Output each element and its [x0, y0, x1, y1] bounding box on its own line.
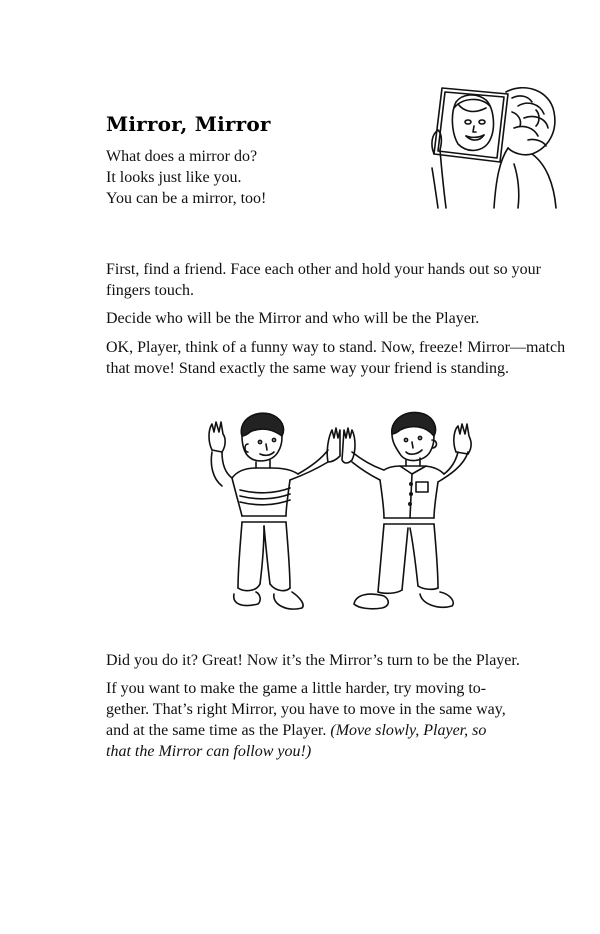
intro-poem — [106, 146, 266, 209]
paragraph-line — [106, 720, 566, 741]
poem-line: What does a mirror do? — [106, 148, 258, 165]
paragraph-find-friend: First, find a friend. Face each other and hold your hands out so your fingers touch. — [106, 261, 542, 299]
paragraph-decide-roles: Decide who will be the Mirror and who will be the Player. — [106, 310, 480, 327]
girl-looking-in-mirror-icon — [428, 84, 560, 212]
two-boys-mirroring-icon — [194, 408, 476, 630]
paragraph-line-text: and at the same time as the Player. — [106, 722, 331, 739]
poem-line: It looks just like you. — [106, 169, 242, 186]
paragraph-switch-roles: Did you do it? Great! Now it’s the Mirror’s turn to be the Player. — [106, 652, 520, 669]
paragraph-move-together — [106, 678, 566, 762]
page-title: Mirror, Mirror — [106, 112, 271, 136]
italic-note-continued: that the Mirror can follow you!) — [106, 743, 312, 760]
paragraph-line: If you want to make the game a little harder, try moving to- — [106, 680, 487, 697]
poem-line: You can be a mirror, too! — [106, 190, 267, 207]
paragraph-freeze: OK, Player, think of a funny way to stand. Now, freeze! Mirror—match that move! Stand exactly the same way your friend is standing. — [106, 339, 566, 377]
italic-note: (Move slowly, Player, so — [330, 722, 487, 739]
paragraph-line: gether. That’s right Mirror, you have to move in the same way, — [106, 701, 506, 718]
